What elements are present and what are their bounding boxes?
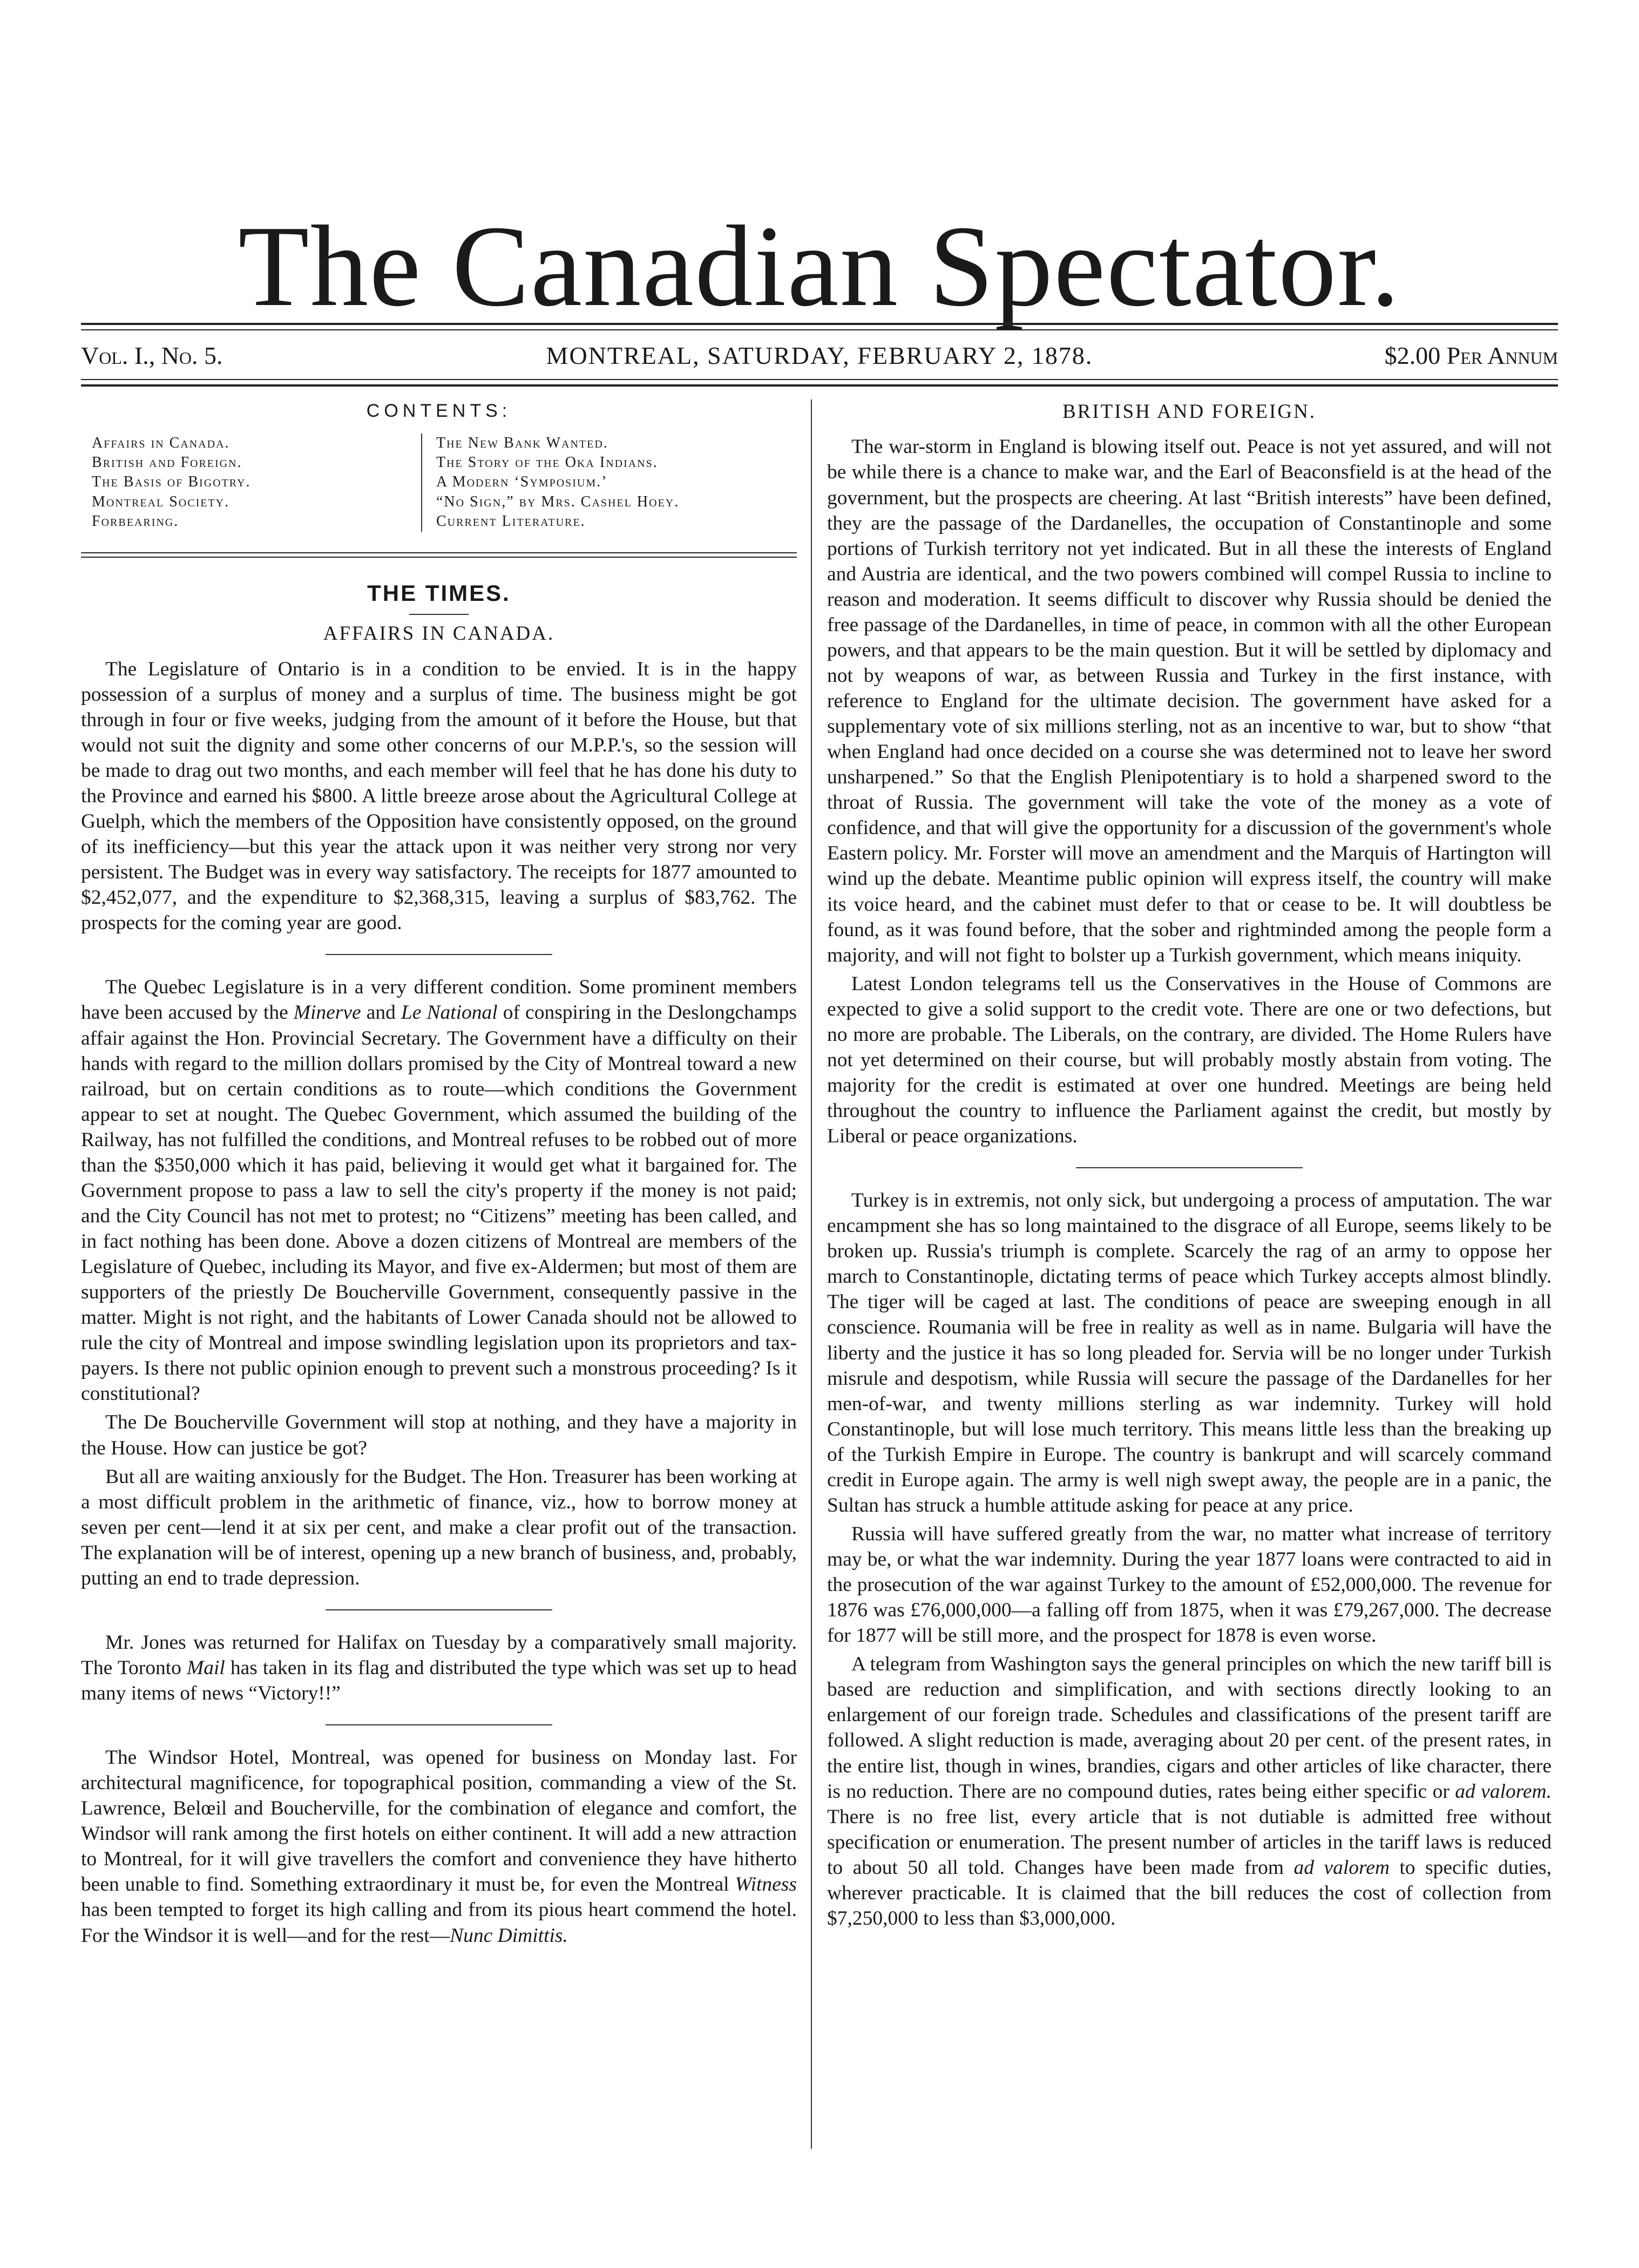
article-paragraph: Turkey is in extremis, not only sick, but undergoing a process of amputation. The war encampment she has so long maintained to the disgrace of all Europe, seems likely to be broken up. Russia's triumph is complete. Scarcely the rag of an army to oppose her march to Constantinople, dictating terms of peace which Turkey accepts almost blindly. The tiger will be caged at last. The conditions of peace are sweeping enough in all conscience. Roumania will be free in reality as well as in name. Bulgaria will have the liberty and the justice it has so long pleaded for. Servia will be no longer under Turkish misrule and despotism, while Russia will secure the passage of the Dardanelles for her men-of-war, and twenty millions sterling as war indemnity. Turkey will hold Constantinople, but will lose much territory. This means little less than the breaking up of the Turkish Empire in Europe. The country is bankrupt and will scarcely command credit in Europe again. The army is well nigh swept away, the people are in a panic, the Sultan has struck a humble attitude asking for peace at any price.: [827, 1189, 1552, 1516]
newspaper-name-italic: Minerve: [293, 1001, 361, 1024]
contents-column-2: [421, 434, 797, 532]
newspaper-name-italic: Mail: [186, 1656, 225, 1679]
masthead-rule-top: [81, 323, 1558, 325]
dateline-rule-thin: [81, 379, 1558, 380]
contents-item: British and Foreign.: [92, 454, 242, 471]
column-divider: [811, 400, 812, 2149]
dateline-rule: [81, 384, 1558, 387]
contents-item: The New Bank Wanted.: [436, 434, 608, 451]
masthead-title: The Canadian Spectator.: [238, 201, 1401, 330]
contents-item: Forbearing.: [92, 513, 179, 530]
article-paragraph: A telegram from Washington says the general principles on which the new tariff bill is based are reduction and simplification, and with sections directly looking to an enlargement of our foreign trade. Schedules and classifications of the present tariff are followed. A slight reduction is made, averaging about 20 per cent. of the present rates, in the entire list, though in wines, brandies, cigars and other articles of like character, there is no reduction. There are no compound duties, rates being either specific or ad valorem. There is no free list, every article that is not dutiable is admitted free without specification or enumeration. The present number of articles in the tariff laws is reduced to about 50 all told. Changes have been made from ad valorem to specific duties, wherever practicable. It is claimed that the bill reduces the cost of collection from $7,250,000 to less than $3,000,000.: [827, 1653, 1552, 1930]
right-column: [827, 400, 1552, 1934]
subscription-price: $2.00 Per Annum: [1384, 342, 1558, 369]
article-paragraph: The Windsor Hotel, Montreal, was opened for business on Monday last. For architectural magnificence, for topographical position, commanding a view of the St. Lawrence, Belœil and Boucherville, for the combination of elegance and comfort, the Windsor will rank among the first hotels on either continent. It will add a new attraction to Montreal, for it will give travellers the comfort and convenience they have hitherto been unable to find. Something extraordinary it must be, for even the Montreal Witness has been tempted to forget its high calling and from its pious heart commend the hotel. For the Windsor it is well—and for the rest—Nunc Dimittis.: [81, 1746, 797, 1947]
contents-divider: [81, 552, 797, 558]
latin-phrase-italic: ad valorem: [1293, 1856, 1390, 1879]
article-paragraph: Latest London telegrams tell us the Conservatives in the House of Commons are expected to give a solid support to the credit vote. There are one or two defections, but no more are probable. The Liberals, on the contrary, are divided. The Home Rulers have not yet determined on their course, but will probably mostly abstain from voting. The majority for the credit is estimated at over one hundred. Meetings are being held throughout the country to influence the Parliament against the credit, but mostly by Liberal or peace organizations.: [827, 972, 1552, 1148]
newspaper-name-italic: Witness: [735, 1873, 797, 1896]
contents-item: Current Literature.: [436, 513, 586, 530]
contents-item: “No Sign,” by Mrs. Cashel Hoey.: [436, 493, 680, 510]
article-separator: [326, 1609, 552, 1610]
section-heading-times: THE TIMES.: [367, 580, 511, 606]
contents-item: The Story of the Oka Indians.: [436, 454, 658, 471]
newspaper-name-italic: Le National: [401, 1001, 498, 1024]
contents-item: Montreal Society.: [92, 493, 230, 510]
subheading-british-and-foreign: BRITISH AND FOREIGN.: [1062, 401, 1317, 423]
contents-item: A Modern ‘Symposium.’: [436, 473, 608, 491]
contents-heading: CONTENTS:: [366, 401, 512, 421]
article-paragraph: The war-storm in England is blowing itself out. Peace is not yet assured, and will not be while there is a chance to make war, and the Earl of Beaconsfield is at the head of the government, but the prospects are cheering. At last “British interests” have been defined, they are the passage of the Dardanelles, the occupation of Constantinople and some portions of Turkish territory not yet indicated. But in all these the interests of England and Austria are identical, and the two powers combined will compel Russia to incline to reason and moderation. It seems difficult to discover why Russia should be denied the free passage of the Dardanelles, in time of peace, in common with all the other European powers, and that appears to be the main question. But it will be settled by diplomacy and not by weapons of war, as between Russia and Turkey in the first instance, with reference to England for the ultimate decision. The government have asked for a supplementary vote of six millions sterling, not as an incentive to war, but to show “that when England had once decided on a course she was determined not to leave her sword unsharpened.” So that the English Plenipotentiary is to hold a sharpened sword to the throat of Russia. The government will take the vote of the money as a vote of confidence, and that will give the opportunity for a discussion of the government's whole Eastern policy. Mr. Forster will move an amendment and the Marquis of Hartington will wind up the debate. Meantime public opinion will express itself, the country will make its voice heard, and the cabinet must defer to that or cease to be. It will doubtless be found, as it was found before, that the sober and rightminded among the people form a majority, and will not fight to bolster up a Turkish government, which means iniquity.: [827, 436, 1552, 966]
article-paragraph: The Quebec Legislature is in a very different condition. Some prominent members have been accused by the Minerve and Le National of conspiring in the Deslongchamps affair against the Hon. Provincial Secretary. The Government have a difficulty on their hands with regard to the million dollars promised by the City of Montreal toward a new railroad, but on certain conditions as to route—which conditions the Government appear to set at nought. The Quebec Government, which assumed the building of the Railway, has not fulfilled the conditions, and Montreal refuses to be robbed out of more than the $350,000 which it has paid, believing it would get what it bargained for. The Government propose to pass a law to sell the city's property if the money is not paid; and the City Council has not met to protest; no “Citizens” meeting has been called, and in fact nothing has been done. Above a dozen citizens of Montreal are members of the Legislature of Quebec, including its Mayor, and five ex-Aldermen; but most of them are supporters of the priestly De Boucherville Government, consequently passive in the matter. Might is not right, and the habitants of Lower Canada should not be allowed to rule the city of Montreal and impose swindling legislation upon its proprietors and tax-payers. Is there not public opinion enough to prevent such a monstrous proceeding? Is it constitutional?: [81, 976, 797, 1405]
subheading-affairs-in-canada: AFFAIRS IN CANADA.: [323, 622, 555, 645]
heading-rule: [409, 614, 469, 615]
masthead-rule-top-thin: [81, 329, 1558, 330]
contents-column-1: [92, 434, 421, 532]
issue-date: MONTREAL, SATURDAY, FEBRUARY 2, 1878.: [546, 342, 1093, 369]
volume-number: Vol. I., No. 5.: [81, 342, 223, 369]
article-paragraph: The Legislature of Ontario is in a condition to be envied. It is in the happy possession of a surplus of money and a surplus of time. The business might be got through in four or five weeks, judging from the amount of it before the House, but that would not suit the dignity and some other concerns of our M.P.P.'s, so the session will be made to drag out two months, and each member will feel that he has done his duty to the Province and earned his $800. A little breeze arose about the Agricultural College at Guelph, which the members of the Opposition have consistently opposed, on the ground of its inefficiency—but this year the attack upon it was neither very strong nor very persistent. The Budget was in every way satisfactory. The receipts for 1877 amounted to $2,452,077, and the expenditure to $2,368,315, leaving a surplus of $83,762. The prospects for the coming year are good.: [81, 658, 797, 935]
article-separator: [1076, 1167, 1303, 1168]
contents-item: Affairs in Canada.: [92, 434, 230, 451]
dateline-bar: [81, 341, 1558, 374]
latin-phrase-italic: Nunc Dimittis.: [450, 1924, 568, 1947]
article-paragraph: The De Boucherville Government will stop at nothing, and they have a majority in the House. How can justice be got?: [81, 1411, 797, 1459]
left-column: [81, 400, 797, 1952]
article-separator: [326, 1724, 552, 1725]
latin-phrase-italic: ad valorem.: [1455, 1780, 1552, 1803]
contents-table: [81, 434, 797, 532]
article-paragraph: Russia will have suffered greatly from the war, no matter what increase of territory may be, or what the war indemnity. During the year 1877 loans were contracted to aid in the prosecution of the war against Turkey to the amount of £52,000,000. The revenue for 1876 was £76,000,000—a falling off from 1875, when it was £79,267,000. The decrease for 1877 will be still more, and the prospect for 1878 is even worse.: [827, 1522, 1552, 1647]
article-separator: [326, 954, 552, 955]
article-paragraph: But all are waiting anxiously for the Budget. The Hon. Treasurer has been working at a most difficult problem in the arithmetic of finance, viz., how to borrow money at seven per cent—lend it at six per cent, and make a clear profit out of the transaction. The explanation will be of interest, opening up a new branch of business, and, probably, putting an end to trade depression.: [81, 1465, 797, 1589]
contents-item: The Basis of Bigotry.: [92, 473, 251, 491]
article-paragraph: Mr. Jones was returned for Halifax on Tuesday by a comparatively small majority. The Toronto Mail has taken in its flag and distributed the type which was set up to head many items of news “Victory!!”: [81, 1631, 797, 1705]
